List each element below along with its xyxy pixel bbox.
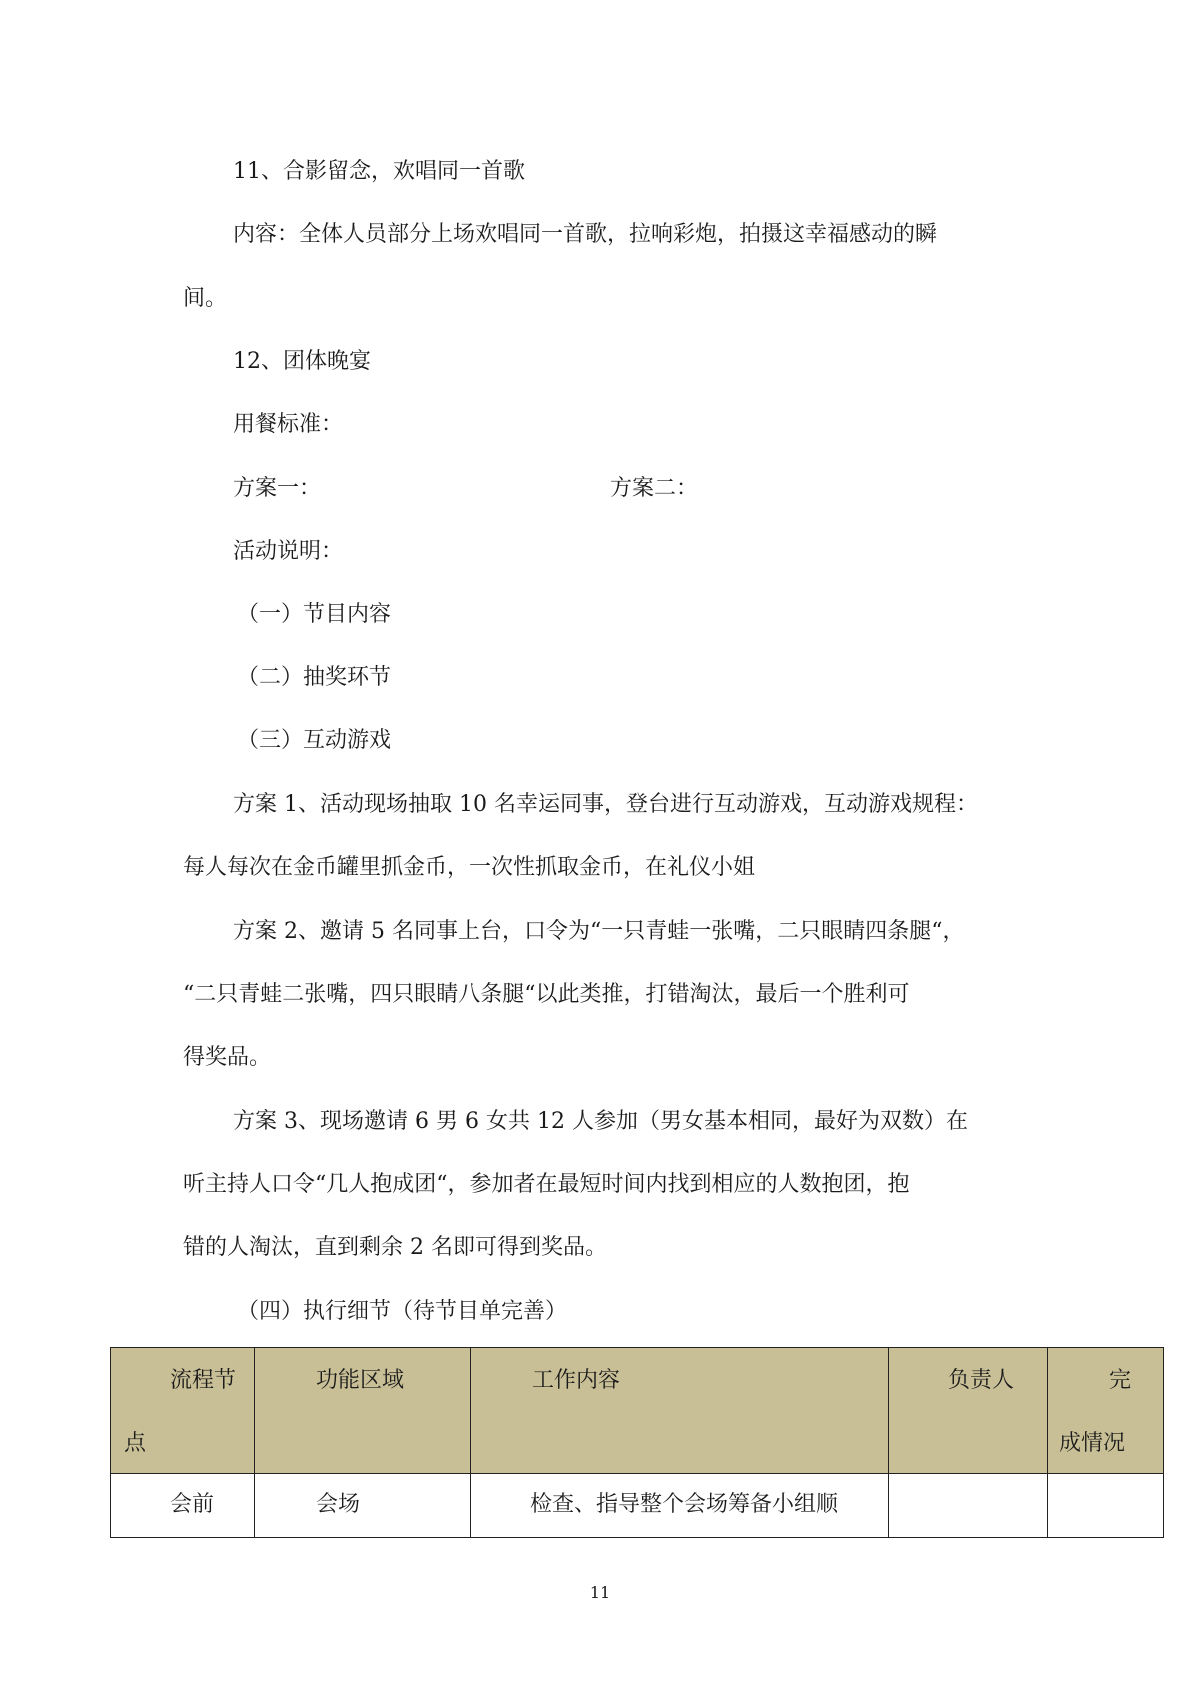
- subsection-heading: （四）执行细节（待节目单完善）: [237, 1299, 568, 1324]
- table-cell: [255, 1474, 471, 1538]
- paragraph-line: 用餐标准：: [233, 412, 344, 437]
- table-cell: [889, 1474, 1048, 1538]
- page-number: 11: [589, 1583, 611, 1602]
- header-text: 点: [124, 1431, 147, 1456]
- header-responsible-person: [889, 1348, 1048, 1474]
- header-text: 完: [1109, 1368, 1132, 1393]
- section-heading-12: 12、团体晚宴: [233, 349, 371, 374]
- header-text: 功能区域: [316, 1368, 405, 1393]
- table-cell: [471, 1474, 889, 1538]
- header-text: 成情况: [1059, 1431, 1126, 1456]
- plan-two-label: 方案二：: [610, 476, 699, 501]
- paragraph-line: 得奖品。: [183, 1045, 272, 1070]
- cell-text: 会前: [170, 1492, 215, 1517]
- header-process-node: [111, 1348, 255, 1474]
- header-text: 工作内容: [532, 1368, 621, 1393]
- paragraph-line: 方案 1、活动现场抽取 10 名幸运同事，登台进行互动游戏，互动游戏规程：: [233, 792, 978, 817]
- paragraph-line: 听主持人口令“几人抱成团“，参加者在最短时间内找到相应的人数抱团，抱: [183, 1172, 910, 1197]
- paragraph-line: 方案 3、现场邀请 6 男 6 女共 12 人参加（男女基本相同，最好为双数）在: [233, 1109, 968, 1134]
- header-functional-area: [255, 1348, 471, 1474]
- cell-text: 检查、指导整个会场筹备小组顺: [530, 1492, 839, 1517]
- table-cell: [111, 1474, 255, 1538]
- paragraph-line: 间。: [183, 286, 228, 311]
- plan-one-label: 方案一：: [233, 476, 322, 501]
- paragraph-line: 方案 2、邀请 5 名同事上台，口令为“一只青蛙一张嘴，二只眼睛四条腿“，: [233, 919, 965, 944]
- paragraph-line: 错的人淘汰，直到剩余 2 名即可得到奖品。: [183, 1235, 607, 1260]
- cell-text: 会场: [316, 1492, 361, 1517]
- subsection-heading: （一）节目内容: [237, 602, 392, 627]
- header-text: 负责人: [948, 1368, 1015, 1393]
- table-header-row: [111, 1348, 1164, 1474]
- subsection-heading: （二）抽奖环节: [237, 665, 392, 690]
- paragraph-line: 每人每次在金币罐里抓金币，一次性抓取金币，在礼仪小姐: [183, 855, 756, 880]
- section-heading-11: 11、合影留念，欢唱同一首歌: [233, 159, 525, 184]
- paragraph-line: 活动说明：: [233, 539, 344, 564]
- header-text: 流程节: [170, 1368, 237, 1393]
- paragraph-line: “二只青蛙二张嘴，四只眼睛八条腿“以此类推，打错淘汰，最后一个胜利可: [183, 982, 910, 1007]
- execution-table: [110, 1347, 1164, 1538]
- header-work-content: [471, 1348, 889, 1474]
- table-cell: [1048, 1474, 1164, 1538]
- paragraph-line: 内容：全体人员部分上场欢唱同一首歌，拉响彩炮，拍摄这幸福感动的瞬: [233, 222, 938, 247]
- subsection-heading: （三）互动游戏: [237, 728, 392, 753]
- header-completion-status: [1048, 1348, 1164, 1474]
- table-row: [111, 1474, 1164, 1538]
